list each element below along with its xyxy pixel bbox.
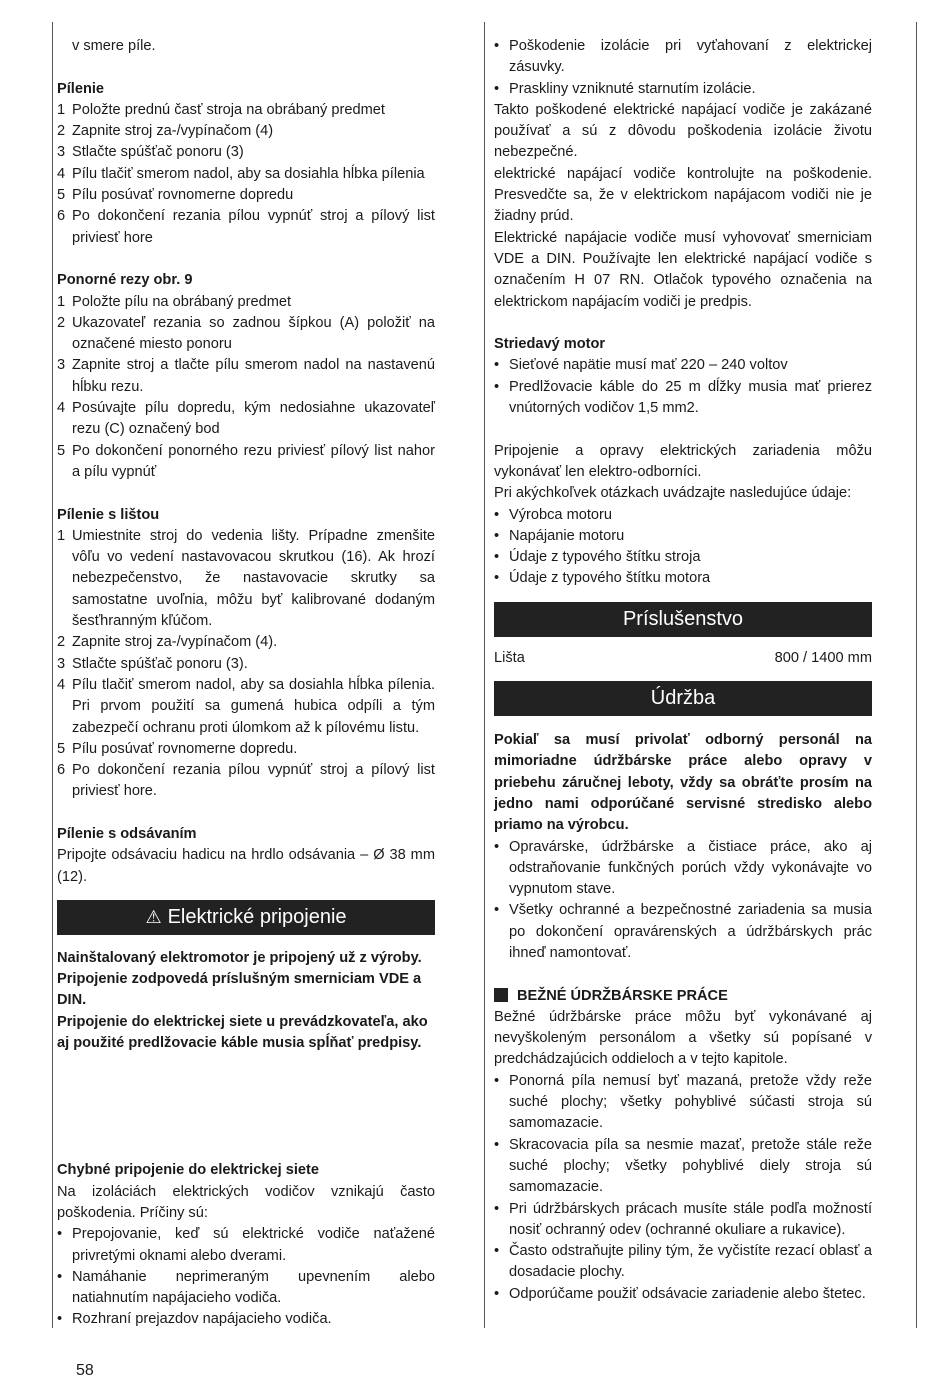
step-text: Ukazovateľ rezania so zadnou šípkou (A) položiť na označené miesto ponoru	[72, 314, 435, 353]
striedavy-bullet	[494, 355, 872, 376]
bullet-dot-icon: •	[494, 357, 500, 374]
step-text: Pílu tlačiť smerom nadol, aby sa dosiahla hĺbka pílenia	[72, 165, 425, 182]
pilenie-steps	[57, 100, 435, 249]
section-bar-elektricke-pripojenie	[57, 900, 435, 935]
step-number: 1	[57, 527, 66, 544]
chybne-bullet	[57, 1267, 435, 1310]
udaje-bullet	[494, 547, 872, 568]
step-number: 5	[57, 187, 66, 204]
step-number: 3	[57, 655, 66, 672]
bullet-dot-icon: •	[494, 838, 500, 855]
udaje-bullets	[494, 505, 872, 590]
bullet-text: Poškodenie izolácie pri vyťahovaní z elektrickej zásuvky.	[509, 38, 872, 76]
section-title-elektricke: Elektrické pripojenie	[167, 905, 347, 928]
bezne-bullet	[494, 1284, 872, 1305]
listou-step	[57, 675, 435, 739]
bullet-text: Napájanie motoru	[509, 527, 625, 544]
right-column	[494, 36, 872, 1305]
step-number: 1	[57, 293, 66, 310]
striedavy-bullets	[494, 355, 872, 419]
listou-step	[57, 760, 435, 803]
pilenie-step	[57, 164, 435, 185]
pilenie-step	[57, 185, 435, 206]
step-text: Stlačte spúšťač ponoru (3)	[72, 144, 244, 161]
section-title-prislusenstvo: Príslušenstvo	[622, 607, 744, 630]
bullet-dot-icon: •	[57, 1226, 63, 1243]
step-number: 2	[57, 123, 66, 140]
bullet-dot-icon: •	[494, 378, 500, 395]
chybne-intro: Na izoláciách elektrických vodičov vznikajú často poškodenia. Príčiny sú:	[57, 1183, 435, 1221]
izolacia-bullet	[494, 79, 872, 100]
heading-chybne-pripojenie: Chybné pripojenie do elektrickej siete	[57, 1162, 319, 1179]
bullet-dot-icon: •	[494, 506, 500, 523]
bullet-dot-icon: •	[494, 570, 500, 587]
accessory-row	[494, 648, 872, 669]
step-number: 5	[57, 442, 66, 459]
left-column	[57, 36, 435, 1331]
bezne-bullet	[494, 1241, 872, 1284]
udrzba-bold-paragraph: Pokiaľ sa musí privolať odborný personál na mimoriadne údržbárske práce alebo opravy v priebehu záručnej leboty, vždy sa obráťte prosím na jedno nami odporúčané servisné stredisko alebo priamo na výrobcu.	[494, 732, 872, 834]
elektricke-bold-p2: Pripojenie do elektrickej siete u prevádzkovateľa, ako aj použité predlžovacie káble musia spĺňať predpisy.	[57, 1013, 428, 1052]
section-bar-udrzba	[494, 681, 872, 716]
paragraph-3: Elektrické napájacie vodiče musí vyhovovať smerniciam VDE a DIN. Používajte len elektrické napájací vodiče s označením H 07 RN. Otlačok typového označenia na elektrickom napájacím vodiči je predpis.	[494, 229, 872, 310]
udaje-bullet	[494, 526, 872, 547]
step-text: Po dokončení rezania pílou vypnúť stroj a pílový list priviesť hore	[72, 208, 435, 246]
bullet-text: Údaje z typového štítku motora	[509, 570, 711, 587]
bullet-text: Často odstraňujte piliny tým, že vyčistíte rezací oblasť a dosadacie plochy.	[509, 1243, 872, 1281]
ponorne-step	[57, 398, 435, 441]
step-number: 2	[57, 634, 66, 651]
udaje-bullet	[494, 568, 872, 589]
ponorne-step	[57, 441, 435, 484]
bullet-text: Praskliny vzniknuté starnutím izolácie.	[509, 80, 756, 97]
paragraph-2: elektrické napájací vodiče kontrolujte na poškodenie. Presvedčte sa, že v elektrickom napájacom vodiči nie je žiadny prúd.	[494, 165, 872, 225]
heading-striedavy-motor: Striedavý motor	[494, 336, 606, 353]
chybne-bullet	[57, 1309, 435, 1330]
bullet-text: Všetky ochranné a bezpečnostné zariadenia sa musia po dokončení opravárenských a údržbárskych prác ihneď namontovať.	[509, 902, 872, 961]
heading-pilenie-s-listou: Pílenie s lištou	[57, 506, 160, 523]
step-text: Pílu tlačiť smerom nadol, aby sa dosiahla hĺbka pílenia. Pri prvom použití sa gumená hubica odpíli a tým zabezpečí ochranu proti úlomkom až k pílovému listu.	[72, 676, 435, 736]
step-text: Pílu posúvať rovnomerne dopredu	[72, 187, 294, 204]
bullet-dot-icon: •	[494, 549, 500, 566]
bullet-dot-icon: •	[494, 1200, 500, 1217]
step-number: 2	[57, 314, 66, 331]
bullet-text: Pri údržbárskych prácach musíte stále podľa možností nosiť ochranný odev (ochranné okuliare a rukavice).	[509, 1200, 872, 1238]
striedavy-bullet	[494, 377, 872, 420]
step-text: Umiestnite stroj do vedenia lišty. Prípadne zmenšite vôľu vo vedení nastavovacou skrutkou (16). Ak hrozí nebezpečenstvo, že nastavovacie skrutky sa samostatne uvoľnia, môžu byť kalibrované dodaným šesťhranným kľúčom.	[72, 527, 435, 630]
step-text: Zapnite stroj a tlačte pílu smerom nadol na nastavenú hĺbku rezu.	[72, 357, 435, 395]
bullet-dot-icon: •	[57, 1311, 63, 1328]
step-number: 5	[57, 740, 66, 757]
center-column-rule	[484, 22, 485, 1328]
udaje-bullet	[494, 505, 872, 526]
step-number: 4	[57, 165, 66, 182]
bullet-dot-icon: •	[494, 1243, 500, 1260]
step-text: Stlačte spúšťač ponoru (3).	[72, 655, 248, 672]
chybne-bullet	[57, 1224, 435, 1267]
paragraph-4: Pripojenie a opravy elektrických zariadenia môžu vykonávať len elektro-odborníci.	[494, 442, 872, 480]
right-margin-rule	[916, 22, 917, 1328]
bullet-text: Výrobca motoru	[509, 506, 613, 523]
page-number: 58	[76, 1362, 94, 1379]
ponorne-steps	[57, 292, 435, 484]
bullet-dot-icon: •	[494, 902, 500, 919]
heading-pilenie-s-odsavanim: Pílenie s odsávaním	[57, 825, 197, 842]
step-text: Posúvajte pílu dopredu, kým nedosiahne ukazovateľ rezu (C) označený bod	[72, 400, 435, 438]
bullet-text: Predlžovacie káble do 25 m dĺžky musia mať prierez vnútorných vodičov 1,5 mm2.	[509, 378, 872, 417]
pilenie-step	[57, 100, 435, 121]
bullet-text: Rozhraní prejazdov napájacieho vodiča.	[72, 1311, 332, 1328]
bullet-dot-icon: •	[494, 1072, 500, 1089]
bullet-dot-icon: •	[57, 1268, 63, 1285]
listou-steps	[57, 526, 435, 803]
section-bar-prislusenstvo	[494, 602, 872, 637]
listou-step	[57, 739, 435, 760]
bullet-dot-icon: •	[494, 80, 500, 97]
bezne-intro: Bežné údržbárske práce môžu byť vykonávané aj nevyškoleným personálom a všetky sú popísané v predchádzajúcich oddieloch a v tejto kapitole.	[494, 1008, 872, 1068]
bullet-text: Ponorná píla nemusí byť mazaná, pretože vždy reže suché plochy; všetky pohyblivé súčasti stroja sú samomazacie.	[509, 1072, 872, 1132]
paragraph-1: Takto poškodené elektrické napájací vodiče je zakázané používať a sú z dôvodu poškodenia izolácie životu nebezpečné.	[494, 101, 872, 161]
elektricke-bold-p1: Nainštalovaný elektromotor je pripojený už z výroby. Pripojenie zodpovedá príslušným smerniciam VDE a DIN.	[57, 949, 422, 1009]
square-bullet-icon	[494, 988, 508, 1002]
step-number: 4	[57, 676, 66, 693]
bullet-text: Údaje z typového štítku stroja	[509, 549, 701, 566]
ponorne-step	[57, 313, 435, 356]
bullet-dot-icon: •	[494, 1285, 500, 1302]
bullet-text: Namáhanie neprimeraným upevnením alebo natiahnutím napájacieho vodiča.	[72, 1268, 435, 1307]
step-number: 4	[57, 400, 66, 417]
warning-icon: ⚠	[145, 906, 162, 927]
bezne-title: BEŽNÉ ÚDRŽBÁRSKE PRÁCE	[517, 987, 728, 1004]
listou-step	[57, 632, 435, 653]
bullet-text: Sieťové napätie musí mať 220 – 240 voltov	[509, 357, 788, 374]
step-number: 3	[57, 144, 66, 161]
bezne-bullet	[494, 1071, 872, 1135]
udrzba-bullets	[494, 837, 872, 965]
izolacia-bullets	[494, 36, 872, 100]
left-margin-rule	[52, 22, 53, 1328]
step-number: 3	[57, 357, 66, 374]
bullet-text: Skracovacia píla sa nesmie mazať, pretože stále reže suché plochy; všetky pohyblivé diely stroja sú samomazacie.	[509, 1136, 872, 1196]
bullet-text: Prepojovanie, keď sú elektrické vodiče naťažené privretými oknami alebo dverami.	[72, 1226, 435, 1264]
bezne-bullet	[494, 1135, 872, 1199]
bullet-dot-icon: •	[494, 1136, 500, 1153]
listou-step	[57, 526, 435, 632]
pilenie-step	[57, 206, 435, 249]
bezne-bullets	[494, 1071, 872, 1305]
odsavanim-text: Pripojte odsávaciu hadicu na hrdlo odsávania – Ø 38 mm (12).	[57, 847, 435, 885]
bullet-dot-icon: •	[494, 38, 500, 54]
step-text: Položte pílu na obrábaný predmet	[72, 293, 292, 310]
step-number: 6	[57, 208, 66, 225]
heading-pilenie: Pílenie	[57, 80, 105, 97]
bullet-text: Odporúčame použiť odsávacie zariadenie alebo štetec.	[509, 1285, 866, 1302]
ponorne-step	[57, 355, 435, 398]
heading-ponorne-rezy: Ponorné rezy obr. 9	[57, 272, 193, 289]
accessory-label: Lišta	[494, 649, 525, 666]
step-text: Zapnite stroj za-/vypínačom (4).	[72, 634, 278, 651]
step-text: Položte prednú časť stroja na obrábaný predmet	[72, 101, 385, 118]
udrzba-bullet	[494, 900, 872, 964]
izolacia-bullet	[494, 36, 872, 79]
listou-step	[57, 654, 435, 675]
step-text: Pílu posúvať rovnomerne dopredu.	[72, 740, 298, 757]
step-text: Po dokončení ponorného rezu priviesť pílový list nahor a pílu vypnúť	[72, 442, 435, 480]
step-text: Zapnite stroj za-/vypínačom (4)	[72, 123, 274, 140]
accessory-value: 800 / 1400 mm	[774, 649, 872, 666]
pilenie-step	[57, 142, 435, 163]
section-title-udrzba: Údržba	[650, 687, 716, 710]
bullet-dot-icon: •	[494, 527, 500, 544]
bullet-text: Opravárske, údržbárske a čistiace práce, ako aj odstraňovanie funkčných porúch vždy vykonávajte vo vypnutom stave.	[509, 838, 872, 898]
ponorne-step	[57, 292, 435, 313]
chybne-bullets	[57, 1224, 435, 1330]
paragraph-5: Pri akýchkoľvek otázkach uvádzajte nasledujúce údaje:	[494, 485, 852, 502]
pilenie-step	[57, 121, 435, 142]
continuation-line: v smere píle.	[72, 38, 156, 54]
step-text: Po dokončení rezania pílou vypnúť stroj a pílový list priviesť hore.	[72, 762, 435, 800]
step-number: 1	[57, 101, 66, 118]
bezne-bullet	[494, 1199, 872, 1242]
udrzba-bullet	[494, 837, 872, 901]
step-number: 6	[57, 762, 66, 779]
heading-bezne-udrzbarske-prace	[494, 986, 872, 1007]
